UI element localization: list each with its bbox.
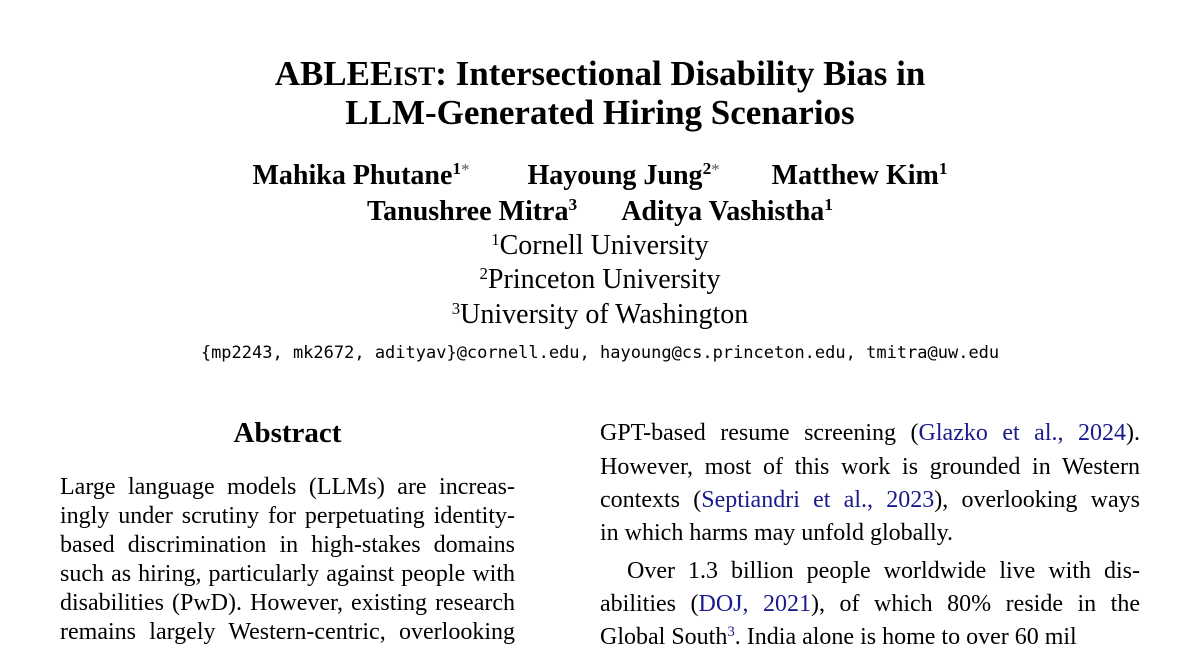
title-rest: : Intersectional Disability Bias in xyxy=(435,54,926,93)
abstract-line: such as hiring, particularly against people with xyxy=(60,561,515,587)
authors-row-2 xyxy=(0,195,1200,232)
author-emails: {mp2243, mk2672, adityav}@cornell.edu, hayoung@cs.princeton.edu, tmitra@uw.edu xyxy=(200,343,1000,363)
body-line: GPT-based resume screening (Glazko et al., 2024). xyxy=(600,420,1141,446)
body-line: contexts (Septiandri et al., 2023), overlooking ways xyxy=(600,487,1140,513)
citation-link[interactable]: DOJ, 2021 xyxy=(698,591,812,617)
title-ist: IST xyxy=(393,62,436,91)
abstract-line: ingly under scrutiny for perpetuating identity- xyxy=(60,503,515,529)
affiliation-1: $^1$Cornell University xyxy=(491,229,709,261)
abstract-line: remains largely Western-centric, overlooking xyxy=(60,619,515,645)
citation-link[interactable]: Glazko et al., 2024 xyxy=(918,420,1127,446)
abstract-line: disabilities (PwD). However, existing research xyxy=(60,590,515,616)
paper-title-line-1 xyxy=(0,54,1200,97)
author: Aditya Vashistha$^1$ xyxy=(621,195,833,227)
abstract-line: Large language models (LLMs) are increas- xyxy=(60,474,515,500)
footnote-link[interactable]: 3 xyxy=(727,623,735,640)
body-line: in which harms may unfold globally. xyxy=(600,520,954,546)
author: Matthew Kim$^1$ xyxy=(771,159,948,191)
body-line: Over 1.3 billion people worldwide live with dis- xyxy=(627,558,1140,584)
author: Mahika Phutane$^{1*}$ xyxy=(252,159,470,191)
body-line: abilities (DOJ, 2021), of which 80% reside in the xyxy=(600,591,1140,617)
title-abl: ABLE xyxy=(274,54,370,93)
affiliation-3: $^3$University of Washington xyxy=(451,298,749,330)
authors-row-1 xyxy=(0,159,1200,196)
body-line: However, most of this work is grounded in Western xyxy=(600,454,1140,480)
body-line: Global South$^3$. India alone is home to over 60 mil xyxy=(600,623,1077,650)
paper-title-line-2: LLM-Generated Hiring Scenarios xyxy=(345,93,855,132)
abstract-heading: Abstract xyxy=(233,417,342,449)
abstract-line: based discrimination in high-stakes domains xyxy=(60,532,515,558)
author: Tanushree Mitra$^3$ xyxy=(367,195,578,227)
title-e: E xyxy=(370,54,394,93)
citation-link[interactable]: Septiandri et al., 2023 xyxy=(701,487,935,513)
author: Hayoung Jung$^{2*}$ xyxy=(527,159,720,191)
affiliation-2: $^2$Princeton University xyxy=(479,263,721,295)
